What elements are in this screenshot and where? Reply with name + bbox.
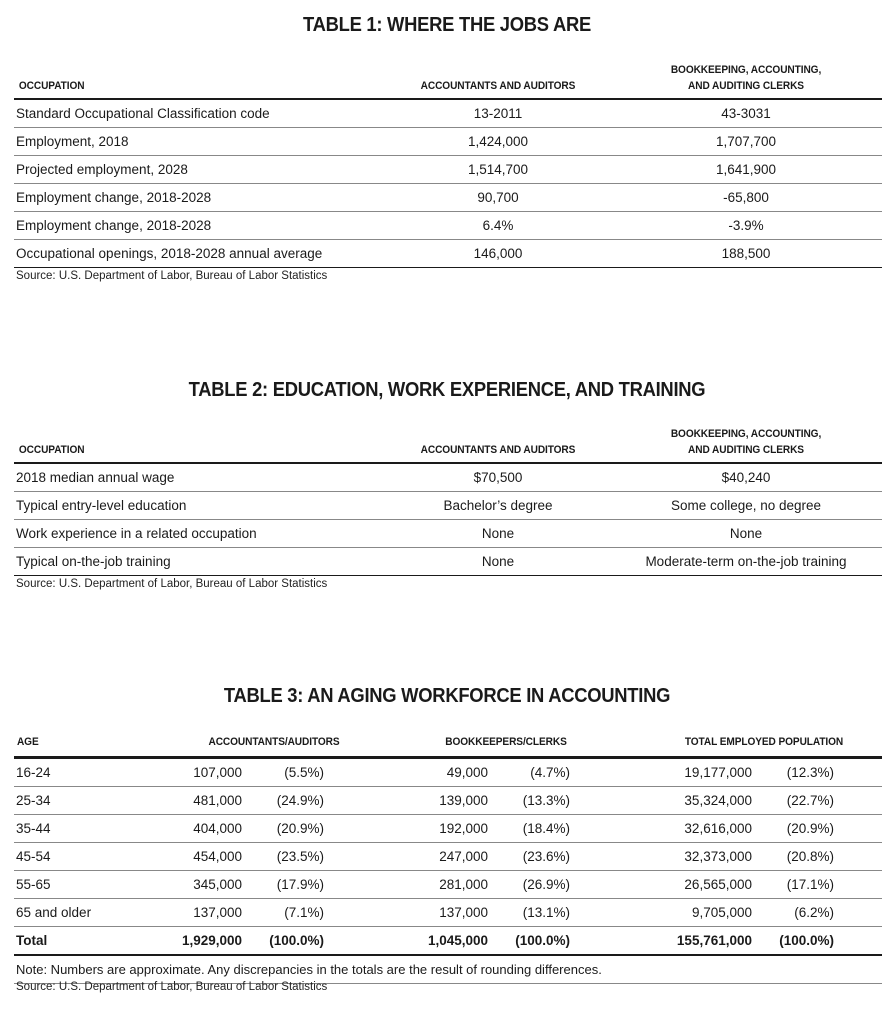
bookkeepers-count: 247,000 <box>439 849 488 864</box>
accountants-value: $70,500 <box>473 470 523 485</box>
population-count: 32,616,000 <box>684 821 752 836</box>
population-count: 32,373,000 <box>684 849 752 864</box>
total-bookkeepers: 1,045,000 <box>427 933 488 948</box>
accountants-count: 454,000 <box>193 849 242 864</box>
table-row <box>14 871 882 899</box>
age-group: 65 and older <box>16 905 92 920</box>
clerks-value: Moderate-term on-the-job training <box>645 554 847 569</box>
accountants-value: 6.4% <box>482 218 514 233</box>
table3-header-total-population: TOTAL EMPLOYED POPULATION <box>684 736 844 748</box>
table2-header-clerks-line1: BOOKKEEPING, ACCOUNTING, <box>670 428 822 440</box>
accountants-count: 481,000 <box>193 793 242 808</box>
accountants-pct: (17.9%) <box>276 877 324 892</box>
table-row <box>14 520 882 548</box>
clerks-value: 43-3031 <box>721 106 771 121</box>
table2-header-clerks-line2: AND AUDITING CLERKS <box>688 444 804 456</box>
bookkeepers-pct: (23.6%) <box>522 849 570 864</box>
bookkeepers-count: 139,000 <box>439 793 488 808</box>
table2-source: Source: U.S. Department of Labor, Bureau of Labor Statistics <box>16 578 328 590</box>
table-row <box>14 156 882 184</box>
population-pct: (20.8%) <box>786 849 834 864</box>
accountants-count: 107,000 <box>193 765 242 780</box>
table-row <box>14 184 882 212</box>
bookkeepers-pct: (13.1%) <box>522 905 570 920</box>
total-label: Total <box>16 933 48 948</box>
table3-header <box>14 730 882 759</box>
table1-header-accountants: ACCOUNTANTS AND AUDITORS <box>420 80 576 92</box>
clerks-value: -3.9% <box>728 218 764 233</box>
population-count: 26,565,000 <box>684 877 752 892</box>
clerks-value: 1,707,700 <box>715 134 777 149</box>
accountants-count: 137,000 <box>193 905 242 920</box>
table-row <box>14 212 882 240</box>
table-row <box>14 548 882 576</box>
table3-total-row <box>14 927 882 956</box>
table2-header-accountants: ACCOUNTANTS AND AUDITORS <box>420 444 576 456</box>
accountants-value: None <box>481 554 515 569</box>
accountants-value: 146,000 <box>473 246 523 261</box>
table1 <box>14 62 882 268</box>
table-row <box>14 492 882 520</box>
table1-header <box>14 62 882 100</box>
age-group: 16-24 <box>16 765 51 780</box>
clerks-value: $40,240 <box>721 470 771 485</box>
table-row <box>14 787 882 815</box>
table3-note: Note: Numbers are approximate. Any discrepancies in the totals are the result of rounding differences. <box>14 956 882 984</box>
table-row <box>14 759 882 787</box>
clerks-value: -65,800 <box>723 190 769 205</box>
table-row <box>14 843 882 871</box>
population-pct: (6.2%) <box>794 905 834 920</box>
clerks-value: 1,641,900 <box>715 162 777 177</box>
age-group: 25-34 <box>16 793 51 808</box>
total-accountants-pct: (100.0%) <box>269 933 324 948</box>
table3-header-age: AGE <box>16 736 39 748</box>
table2 <box>14 426 882 576</box>
row-label: Typical on-the-job training <box>16 554 171 569</box>
population-pct: (22.7%) <box>786 793 834 808</box>
table-row <box>14 128 882 156</box>
bookkeepers-count: 192,000 <box>439 821 488 836</box>
row-label: Typical entry-level education <box>16 498 187 513</box>
accountants-value: 13-2011 <box>473 106 523 121</box>
table3-title: TABLE 3: AN AGING WORKFORCE IN ACCOUNTING <box>223 685 671 707</box>
age-group: 55-65 <box>16 877 51 892</box>
accountants-pct: (20.9%) <box>276 821 324 836</box>
bookkeepers-count: 281,000 <box>439 877 488 892</box>
accountants-pct: (7.1%) <box>284 905 324 920</box>
row-label: Employment change, 2018-2028 <box>16 190 212 205</box>
table3-source: Source: U.S. Department of Labor, Bureau of Labor Statistics <box>16 981 328 993</box>
age-group: 35-44 <box>16 821 51 836</box>
table1-header-clerks-line2: AND AUDITING CLERKS <box>688 80 804 92</box>
row-label: 2018 median annual wage <box>16 470 175 485</box>
table1-header-clerks-line1: BOOKKEEPING, ACCOUNTING, <box>670 64 822 76</box>
table3 <box>14 730 882 984</box>
table2-body <box>14 464 882 576</box>
population-pct: (20.9%) <box>786 821 834 836</box>
bookkeepers-pct: (26.9%) <box>522 877 570 892</box>
accountants-value: None <box>481 526 515 541</box>
row-label: Occupational openings, 2018-2028 annual average <box>16 246 323 261</box>
table1-body <box>14 100 882 268</box>
population-count: 9,705,000 <box>691 905 752 920</box>
table1-title: TABLE 1: WHERE THE JOBS ARE <box>302 14 591 36</box>
bookkeepers-count: 49,000 <box>446 765 488 780</box>
table3-header-accountants: ACCOUNTANTS/AUDITORS <box>208 736 340 748</box>
bookkeepers-count: 137,000 <box>439 905 488 920</box>
table2-title: TABLE 2: EDUCATION, WORK EXPERIENCE, AND TRAINING <box>188 379 706 401</box>
table1-source: Source: U.S. Department of Labor, Bureau of Labor Statistics <box>16 270 328 282</box>
total-population: 155,761,000 <box>676 933 752 948</box>
clerks-value: 188,500 <box>721 246 771 261</box>
clerks-value: Some college, no degree <box>670 498 822 513</box>
total-accountants: 1,929,000 <box>181 933 242 948</box>
table-row <box>14 240 882 268</box>
accountants-value: Bachelor’s degree <box>443 498 553 513</box>
table1-header-occupation: OCCUPATION <box>18 80 85 92</box>
table2-header-occupation: OCCUPATION <box>18 444 85 456</box>
accountants-value: 90,700 <box>477 190 519 205</box>
population-count: 19,177,000 <box>684 765 752 780</box>
row-label: Employment, 2018 <box>16 134 129 149</box>
population-pct: (17.1%) <box>786 877 834 892</box>
table-row <box>14 815 882 843</box>
accountants-pct: (5.5%) <box>284 765 324 780</box>
age-group: 45-54 <box>16 849 51 864</box>
bookkeepers-pct: (18.4%) <box>522 821 570 836</box>
row-label: Work experience in a related occupation <box>16 526 257 541</box>
accountants-pct: (23.5%) <box>276 849 324 864</box>
table-row <box>14 464 882 492</box>
accountants-count: 345,000 <box>193 877 242 892</box>
table3-body <box>14 759 882 927</box>
population-pct: (12.3%) <box>786 765 834 780</box>
accountants-value: 1,514,700 <box>467 162 529 177</box>
bookkeepers-pct: (4.7%) <box>530 765 570 780</box>
accountants-pct: (24.9%) <box>276 793 324 808</box>
total-population-pct: (100.0%) <box>779 933 834 948</box>
table-row <box>14 100 882 128</box>
total-bookkeepers-pct: (100.0%) <box>515 933 570 948</box>
row-label: Projected employment, 2028 <box>16 162 188 177</box>
table3-header-bookkeepers: BOOKKEEPERS/CLERKS <box>445 736 567 748</box>
table-row <box>14 899 882 927</box>
accountants-value: 1,424,000 <box>467 134 529 149</box>
clerks-value: None <box>729 526 763 541</box>
bookkeepers-pct: (13.3%) <box>522 793 570 808</box>
population-count: 35,324,000 <box>684 793 752 808</box>
table2-header <box>14 426 882 464</box>
row-label: Standard Occupational Classification code <box>16 106 270 121</box>
accountants-count: 404,000 <box>193 821 242 836</box>
row-label: Employment change, 2018-2028 <box>16 218 212 233</box>
